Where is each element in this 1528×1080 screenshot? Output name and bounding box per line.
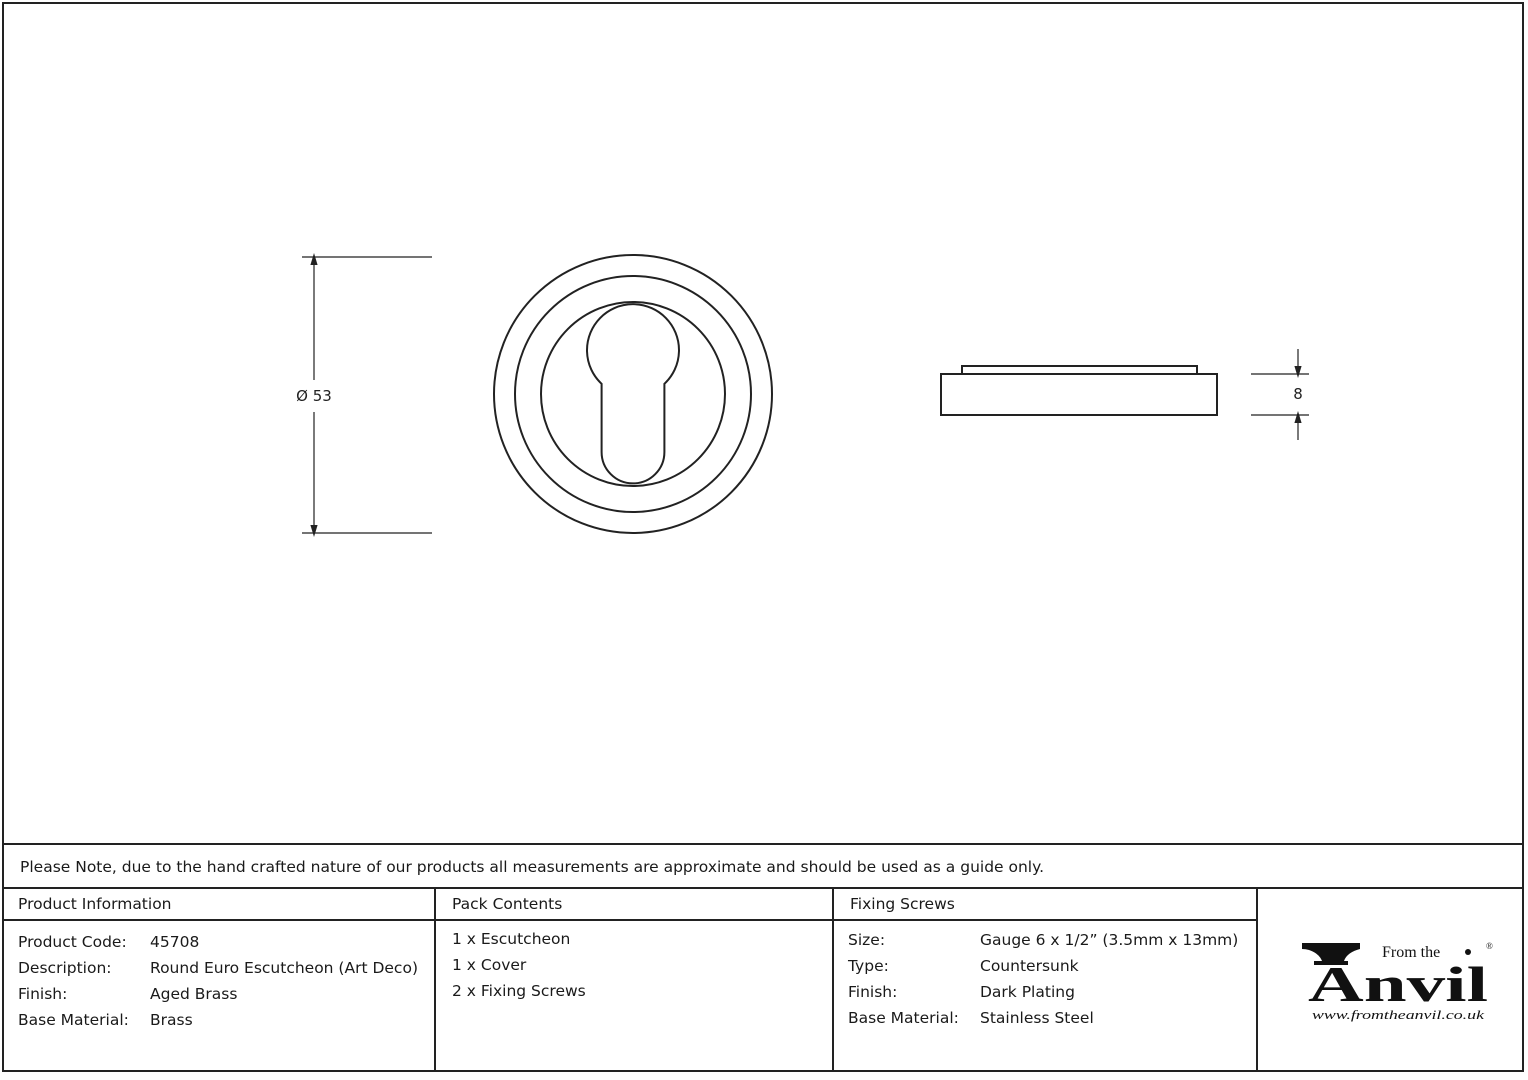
panel-header: [834, 889, 1256, 921]
finish-value: Dark Plating: [980, 983, 1075, 1001]
panel-header: [436, 889, 832, 921]
base-material-label: Base Material:: [18, 1011, 129, 1029]
base-material-value: Brass: [150, 1011, 193, 1029]
pack-contents-panel: [436, 889, 834, 1072]
size-label: Size:: [848, 931, 886, 949]
middle-ring: [515, 276, 751, 512]
list-item: 1 x Cover: [452, 956, 527, 974]
from-the-anvil-logo: [1298, 935, 1498, 1025]
pack-contents-heading: Pack Contents: [452, 895, 563, 913]
height-dimension: [1251, 349, 1309, 440]
list-item: 1 x Escutcheon: [452, 930, 571, 948]
description-value: Round Euro Escutcheon (Art Deco): [150, 959, 418, 977]
height-label: 8: [1293, 385, 1303, 403]
size-value: Gauge 6 x 1/2” (3.5mm x 13mm): [980, 931, 1239, 949]
base-material-value: Stainless Steel: [980, 1009, 1094, 1027]
measurement-note: Please Note, due to the hand crafted nature of our products all measurements are approximate and should be used as a guide only.: [20, 858, 1044, 876]
product-information-panel: [2, 889, 436, 1072]
escutcheon-side-view: [941, 366, 1217, 415]
product-code-label: Product Code:: [18, 933, 127, 951]
brand-wordmark: Anvil: [1308, 956, 1489, 1012]
product-information-heading: Product Information: [18, 895, 172, 913]
from-the-text: From the: [1382, 944, 1441, 961]
type-value: Countersunk: [980, 957, 1079, 975]
logo-dot-icon: [1465, 949, 1471, 955]
base-material-label: Base Material:: [848, 1009, 959, 1027]
description-label: Description:: [18, 959, 112, 977]
inner-ring: [541, 302, 725, 486]
euro-keyhole: [587, 304, 679, 483]
escutcheon-front-view: [494, 255, 772, 533]
fixing-screws-panel: [834, 889, 1258, 1072]
product-code-value: 45708: [150, 933, 200, 951]
panel-header: [2, 889, 434, 921]
diameter-dimension: [296, 257, 432, 533]
registered-mark: ®: [1486, 941, 1493, 951]
outer-rim: [494, 255, 772, 533]
finish-label: Finish:: [848, 983, 898, 1001]
base-profile: [941, 374, 1217, 415]
finish-label: Finish:: [18, 985, 68, 1003]
diameter-label: Ø 53: [296, 387, 332, 405]
type-label: Type:: [848, 957, 889, 975]
website-url: www.fromtheanvil.co.uk: [1312, 1007, 1485, 1022]
cover-profile: [962, 366, 1197, 374]
finish-value: Aged Brass: [150, 985, 238, 1003]
fixing-screws-heading: Fixing Screws: [850, 895, 955, 913]
list-item: 2 x Fixing Screws: [452, 982, 586, 1000]
note-row: [2, 843, 1524, 889]
